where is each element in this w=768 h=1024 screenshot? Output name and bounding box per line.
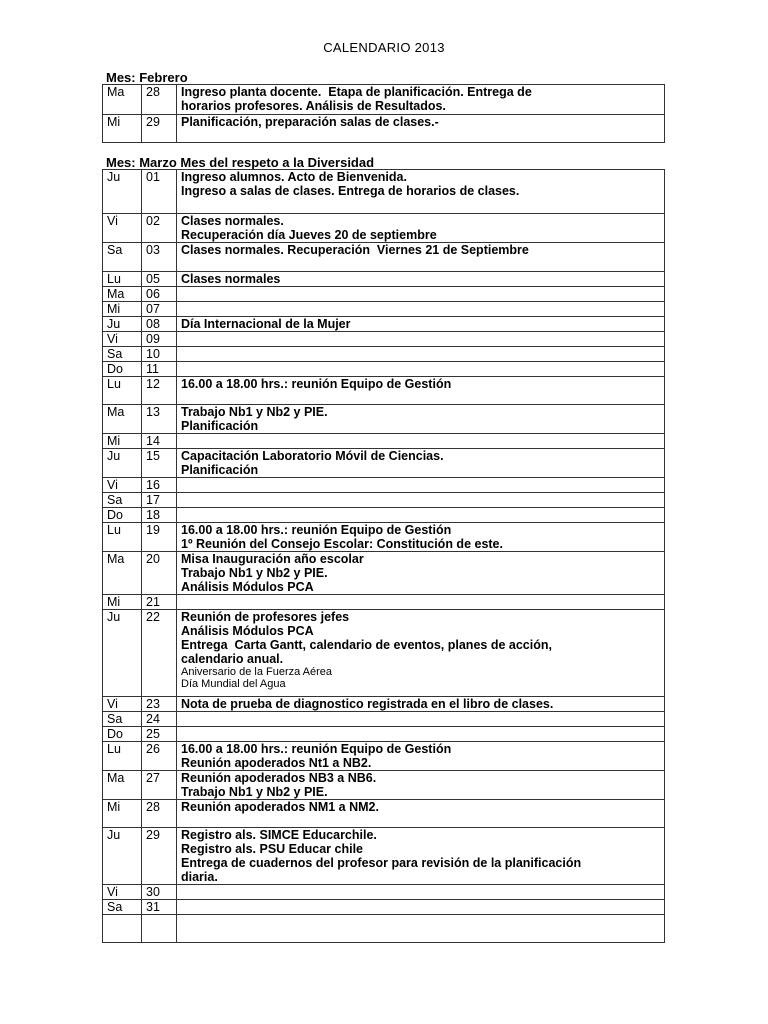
weekday-cell: Lu bbox=[103, 742, 142, 771]
weekday-cell: Ju bbox=[103, 170, 142, 214]
event-line: Reunión apoderados NM1 a NM2. bbox=[181, 800, 379, 814]
date-cell: 29 bbox=[142, 828, 177, 885]
event-cell bbox=[177, 800, 665, 828]
weekday-cell: Ma bbox=[103, 85, 142, 115]
event-cell bbox=[177, 332, 665, 347]
event-cell bbox=[177, 405, 665, 434]
event-cell bbox=[177, 900, 665, 915]
date-cell: 02 bbox=[142, 214, 177, 243]
event-line: Día Internacional de la Mujer bbox=[181, 317, 351, 331]
event-line: Análisis Módulos PCA bbox=[181, 580, 314, 594]
event-line: 1º Reunión del Consejo Escolar: Constitución de este. bbox=[181, 537, 503, 551]
table-row bbox=[103, 900, 665, 915]
event-line: Clases normales. Recuperación Viernes 21 de Septiembre bbox=[181, 243, 529, 257]
event-line: Recuperación día Jueves 20 de septiembre bbox=[181, 228, 437, 242]
event-cell bbox=[177, 742, 665, 771]
table-row bbox=[103, 302, 665, 317]
date-cell: 15 bbox=[142, 449, 177, 478]
weekday-cell: Mi bbox=[103, 800, 142, 828]
weekday-cell: Lu bbox=[103, 523, 142, 552]
date-cell: 06 bbox=[142, 287, 177, 302]
table-row bbox=[103, 478, 665, 493]
event-cell bbox=[177, 362, 665, 377]
weekday-cell: Sa bbox=[103, 493, 142, 508]
event-line: Trabajo Nb1 y Nb2 y PIE. bbox=[181, 785, 328, 799]
date-cell: 23 bbox=[142, 697, 177, 712]
date-cell: 07 bbox=[142, 302, 177, 317]
weekday-cell: Vi bbox=[103, 478, 142, 493]
table-row bbox=[103, 434, 665, 449]
date-cell: 28 bbox=[142, 85, 177, 115]
event-line: Reunión apoderados NB3 a NB6. bbox=[181, 771, 377, 785]
event-cell bbox=[177, 552, 665, 595]
date-cell: 01 bbox=[142, 170, 177, 214]
weekday-cell: Do bbox=[103, 362, 142, 377]
date-cell: 27 bbox=[142, 771, 177, 800]
table-row bbox=[103, 317, 665, 332]
weekday-cell: Ju bbox=[103, 317, 142, 332]
event-cell bbox=[177, 712, 665, 727]
weekday-cell: Ma bbox=[103, 405, 142, 434]
date-cell: 17 bbox=[142, 493, 177, 508]
event-cell bbox=[177, 302, 665, 317]
event-line: Nota de prueba de diagnostico registrada en el libro de clases. bbox=[181, 697, 554, 711]
date-cell: 28 bbox=[142, 800, 177, 828]
event-line: 16.00 a 18.00 hrs.: reunión Equipo de Gestión bbox=[181, 742, 452, 756]
date-cell: 31 bbox=[142, 900, 177, 915]
event-cell bbox=[177, 885, 665, 900]
weekday-cell: Ju bbox=[103, 610, 142, 697]
date-cell: 09 bbox=[142, 332, 177, 347]
event-cell bbox=[177, 828, 665, 885]
weekday-cell: Do bbox=[103, 508, 142, 523]
weekday-cell: Lu bbox=[103, 272, 142, 287]
date-cell: 24 bbox=[142, 712, 177, 727]
date-cell: 05 bbox=[142, 272, 177, 287]
table-row bbox=[103, 828, 665, 885]
weekday-cell: Lu bbox=[103, 377, 142, 405]
weekday-cell: Do bbox=[103, 727, 142, 742]
event-cell bbox=[177, 610, 665, 697]
date-cell: 21 bbox=[142, 595, 177, 610]
weekday-cell: Ju bbox=[103, 828, 142, 885]
table-row bbox=[103, 523, 665, 552]
event-cell bbox=[177, 85, 665, 115]
weekday-cell: Vi bbox=[103, 332, 142, 347]
table-row bbox=[103, 742, 665, 771]
event-cell bbox=[177, 115, 665, 143]
event-line: diaria. bbox=[181, 870, 218, 884]
event-line: calendario anual. bbox=[181, 652, 284, 666]
weekday-cell: Vi bbox=[103, 697, 142, 712]
event-line: Entrega de cuadernos del profesor para revisión de la planificación bbox=[181, 856, 582, 870]
event-cell bbox=[177, 493, 665, 508]
event-line: Planificación bbox=[181, 463, 259, 477]
event-cell bbox=[177, 508, 665, 523]
event-cell bbox=[177, 377, 665, 405]
calendar-table-febrero bbox=[102, 84, 665, 143]
event-line: Registro als. SIMCE Educarchile. bbox=[181, 828, 377, 842]
event-cell bbox=[177, 287, 665, 302]
event-cell bbox=[177, 595, 665, 610]
date-cell: 11 bbox=[142, 362, 177, 377]
event-line: 16.00 a 18.00 hrs.: reunión Equipo de Gestión bbox=[181, 377, 452, 391]
calendar-table-marzo bbox=[102, 169, 665, 943]
weekday-cell bbox=[103, 915, 142, 943]
weekday-cell: Ma bbox=[103, 771, 142, 800]
date-cell: 12 bbox=[142, 377, 177, 405]
weekday-cell: Ju bbox=[103, 449, 142, 478]
event-line: Trabajo Nb1 y Nb2 y PIE. bbox=[181, 405, 328, 419]
date-cell: 19 bbox=[142, 523, 177, 552]
event-cell bbox=[177, 523, 665, 552]
table-row bbox=[103, 552, 665, 595]
event-line: Registro als. PSU Educar chile bbox=[181, 842, 364, 856]
date-cell: 30 bbox=[142, 885, 177, 900]
weekday-cell: Vi bbox=[103, 885, 142, 900]
table-row bbox=[103, 449, 665, 478]
date-cell: 14 bbox=[142, 434, 177, 449]
table-row bbox=[103, 287, 665, 302]
date-cell: 03 bbox=[142, 243, 177, 272]
table-row bbox=[103, 405, 665, 434]
weekday-cell: Sa bbox=[103, 900, 142, 915]
event-cell bbox=[177, 771, 665, 800]
page-title: CALENDARIO 2013 bbox=[323, 40, 445, 55]
table-row bbox=[103, 362, 665, 377]
table-row bbox=[103, 800, 665, 828]
date-cell: 26 bbox=[142, 742, 177, 771]
event-cell bbox=[177, 170, 665, 214]
event-cell bbox=[177, 449, 665, 478]
table-row bbox=[103, 727, 665, 742]
table-row bbox=[103, 697, 665, 712]
event-line: 16.00 a 18.00 hrs.: reunión Equipo de Gestión bbox=[181, 523, 452, 537]
date-cell: 13 bbox=[142, 405, 177, 434]
table-row bbox=[103, 885, 665, 900]
event-cell bbox=[177, 214, 665, 243]
weekday-cell: Sa bbox=[103, 347, 142, 362]
event-line: Clases normales bbox=[181, 272, 281, 286]
table-row bbox=[103, 595, 665, 610]
weekday-cell: Ma bbox=[103, 552, 142, 595]
weekday-cell: Mi bbox=[103, 115, 142, 143]
table-row bbox=[103, 712, 665, 727]
weekday-cell: Mi bbox=[103, 595, 142, 610]
table-row bbox=[103, 214, 665, 243]
event-note: Día Mundial del Agua bbox=[181, 678, 286, 690]
table-row bbox=[103, 332, 665, 347]
event-line: horarios profesores. Análisis de Resultados. bbox=[181, 99, 446, 113]
table-row bbox=[103, 493, 665, 508]
event-line: Ingreso alumnos. Acto de Bienvenida. bbox=[181, 170, 407, 184]
date-cell: 18 bbox=[142, 508, 177, 523]
event-line: Reunión apoderados Nt1 a NB2. bbox=[181, 756, 372, 770]
event-line: Planificación, preparación salas de clases.- bbox=[181, 115, 439, 129]
date-cell: 16 bbox=[142, 478, 177, 493]
weekday-cell: Mi bbox=[103, 434, 142, 449]
month-label-marzo: Mes: Marzo Mes del respeto a la Diversidad bbox=[106, 155, 375, 170]
month-label-febrero: Mes: Febrero bbox=[106, 70, 188, 85]
date-cell: 29 bbox=[142, 115, 177, 143]
event-line: Análisis Módulos PCA bbox=[181, 624, 314, 638]
weekday-cell: Vi bbox=[103, 214, 142, 243]
weekday-cell: Ma bbox=[103, 287, 142, 302]
event-cell bbox=[177, 727, 665, 742]
table-row bbox=[103, 508, 665, 523]
event-cell bbox=[177, 915, 665, 943]
date-cell bbox=[142, 915, 177, 943]
event-line: Misa Inauguración año escolar bbox=[181, 552, 364, 566]
weekday-cell: Mi bbox=[103, 302, 142, 317]
table-row bbox=[103, 272, 665, 287]
table-row bbox=[103, 243, 665, 272]
date-cell: 22 bbox=[142, 610, 177, 697]
table-row bbox=[103, 915, 665, 943]
weekday-cell: Sa bbox=[103, 712, 142, 727]
table-row bbox=[103, 170, 665, 214]
weekday-cell: Sa bbox=[103, 243, 142, 272]
event-cell bbox=[177, 317, 665, 332]
date-cell: 08 bbox=[142, 317, 177, 332]
event-line: Reunión de profesores jefes bbox=[181, 610, 350, 624]
event-cell bbox=[177, 347, 665, 362]
event-line: Trabajo Nb1 y Nb2 y PIE. bbox=[181, 566, 328, 580]
event-line: Ingreso a salas de clases. Entrega de horarios de clases. bbox=[181, 184, 520, 198]
event-cell bbox=[177, 697, 665, 712]
date-cell: 20 bbox=[142, 552, 177, 595]
date-cell: 10 bbox=[142, 347, 177, 362]
event-cell bbox=[177, 243, 665, 272]
date-cell: 25 bbox=[142, 727, 177, 742]
table-row bbox=[103, 347, 665, 362]
table-row bbox=[103, 115, 665, 143]
event-line: Planificación bbox=[181, 419, 259, 433]
event-note: Aniversario de la Fuerza Aérea bbox=[181, 666, 333, 678]
event-cell bbox=[177, 272, 665, 287]
event-cell bbox=[177, 434, 665, 449]
event-line: Ingreso planta docente. Etapa de planificación. Entrega de bbox=[181, 85, 532, 99]
event-line: Clases normales. bbox=[181, 214, 284, 228]
table-row bbox=[103, 610, 665, 697]
table-row bbox=[103, 377, 665, 405]
event-line: Entrega Carta Gantt, calendario de eventos, planes de acción, bbox=[181, 638, 552, 652]
table-row bbox=[103, 85, 665, 115]
event-cell bbox=[177, 478, 665, 493]
event-line: Capacitación Laboratorio Móvil de Ciencias. bbox=[181, 449, 444, 463]
table-row bbox=[103, 771, 665, 800]
